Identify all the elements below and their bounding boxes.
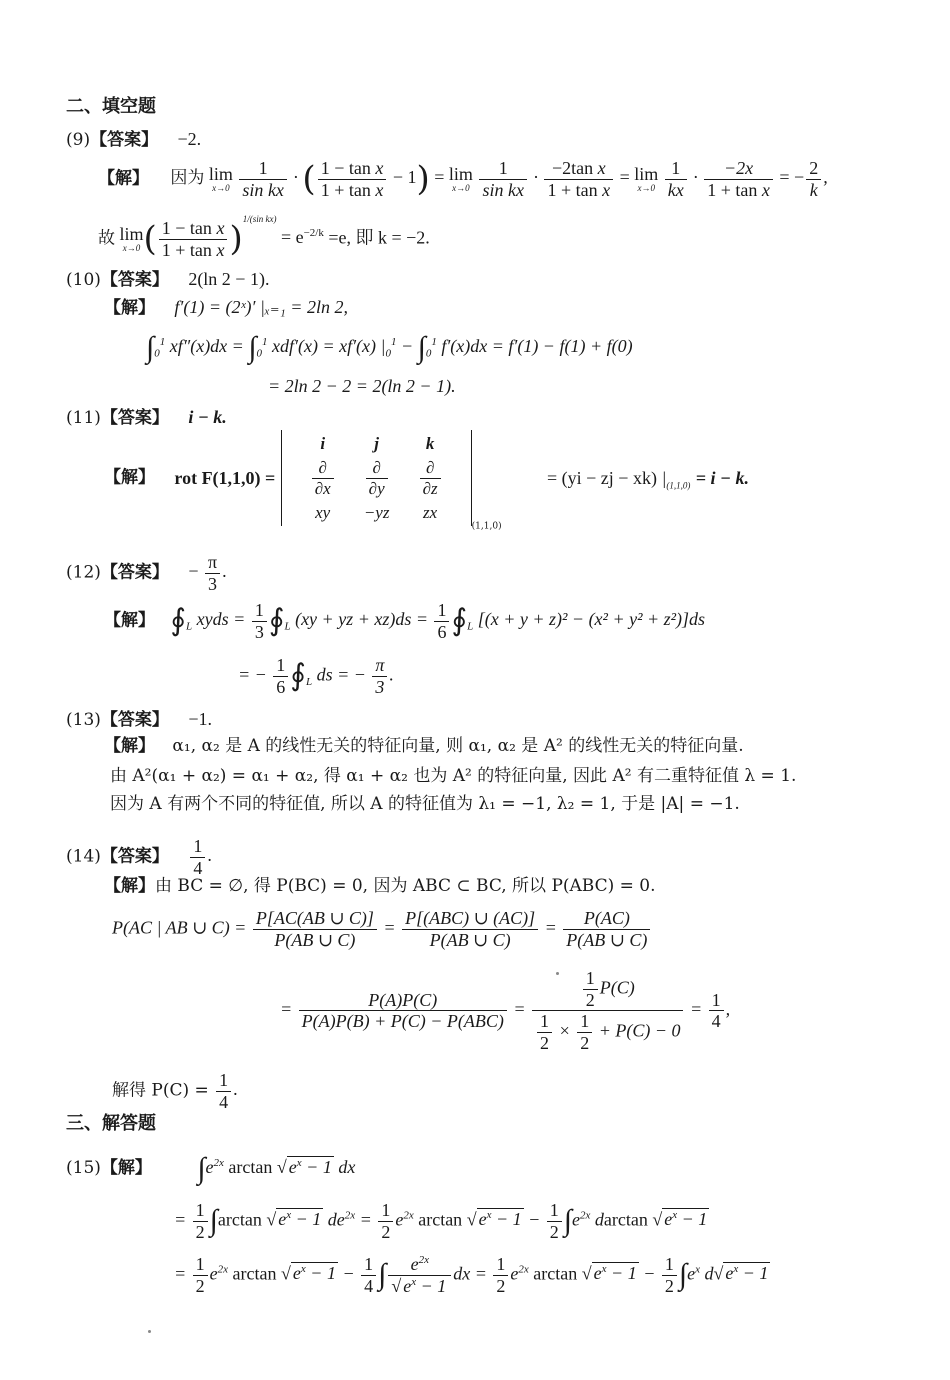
q14-conclusion: 解得 P(C) = <box>112 1080 209 1101</box>
q13-answer-line <box>66 710 212 729</box>
q10-solution-line2: $\int_0^1$ $xf''(x)dx = \int_0^1$ xdf′(x) = xf′(x) $|_0^1 - \int_0^1$ f′(x)dx = f′(1) − f(1) + f(0) <box>146 331 633 364</box>
q13-text1: α₁, α₂ 是 A 的线性无关的特征向量, 则 α₁, α₂ 是 A² 的线性无关的特征向量. <box>172 736 744 756</box>
q14-solution-label: 【解】 <box>104 876 155 896</box>
q14-number: (14) <box>66 846 101 867</box>
q10-number: (10) <box>66 270 101 290</box>
q9-answer-line <box>66 130 201 149</box>
q11-answer-label: 【答案】 <box>100 408 169 428</box>
section-heading-solve: 三、解答题 <box>66 1113 156 1134</box>
q9-therefore: 故 <box>98 228 115 249</box>
q14-answer-line: (14)【答案】 $\frac{1}{4}$ . <box>66 836 212 878</box>
q11-final: = i − k. <box>695 468 749 489</box>
q9-result: =e, 即 k = −2. <box>328 227 430 248</box>
q14-answer-denominator: 4 <box>193 857 203 878</box>
q13-number: (13) <box>66 710 101 730</box>
q14-conclusion-line: 解得 P(C) = $\frac{1}{4}$ . <box>112 1070 238 1112</box>
q10-solution-label: 【解】 <box>104 298 155 318</box>
q15-line1: (15)【解】 $\int e^{2x}$ arctan √ $e^x - 1$ dx <box>66 1152 356 1185</box>
q11-number: (11) <box>66 408 101 428</box>
q12-number: (12) <box>66 562 101 583</box>
section-heading-fill-in: 二、填空题 <box>66 96 156 117</box>
q10-answer-value: 2(ln 2 − 1). <box>188 269 270 289</box>
q15-number: (15) <box>66 1158 101 1179</box>
q13-solution-line2: 由 A²(α₁ + α₂) = α₁ + α₂, 得 α₁ + α₂ 也为 A² 的特征向量, 因此 A² 有二重特征值 λ = 1. <box>110 766 797 786</box>
q9-because: 因为 <box>170 168 205 189</box>
q11-answer-value: i − k. <box>188 407 227 427</box>
q13-answer-value: −1. <box>188 709 212 729</box>
q10-answer-label: 【答案】 <box>100 270 169 290</box>
q14-solution-line1 <box>104 878 656 895</box>
q9-answer-value: −2. <box>177 129 202 149</box>
q12-answer-line: (12)【答案】 − $\frac{\pi}{3}$ . <box>66 552 227 594</box>
q14-answer-label: 【答案】 <box>100 846 169 867</box>
q9-answer-label: 【答案】 <box>90 130 159 150</box>
q14-answer-numerator: 1 <box>190 836 205 858</box>
scan-speck <box>148 1330 151 1333</box>
q12-solution-line1: 【解】 $∮_L$ xyds = $\frac{1}{3}$ $∮_L$ (xy + yz + xz)ds = $\frac{1}{6}$ $∮_L$ [(x + y + z)² − (x² + y² + z²)]ds <box>104 600 706 642</box>
q12-solution-label: 【解】 <box>104 610 155 631</box>
q9-solution-line1: 【解】 因为 lim x→0 $\frac{1}{\text{sin kx}}$ · ( $\frac{\text{1 − tan x}}{\text{1 + tan x}}$ − 1) = lim x→0 $\frac{1}{\text{sin kx}}$ · $\frac{\text{−2tan x}}{\text{1 + tan x}}$ = lim x→0 $\frac{1}{kx}$ · $\frac{-2x}{\text{1 + tan x}}$ = − $\frac{2}{k}$ , <box>98 158 828 200</box>
q15-line2: = $\frac{1}{2}$ ∫arctan √ $e^x - 1$ $de^{2x}$ = $\frac{1}{2}$ $e^{2x}$ arctan √ $e^x - 1$ − $\frac{1}{2}$ $\int e^{2x}$ darctan √ $e^x - 1$ <box>174 1200 708 1242</box>
q13-solution-line1 <box>104 738 744 755</box>
q9-solution-line2: 故 lim x→0 ( $\frac{\text{1 − tan x}}{\text{1 + tan x}}$ )$^{1/(sin kx)} = e^{-2/k} =e$, 即 k = −2. <box>98 214 430 260</box>
q9-solution-label: 【解】 <box>98 168 149 189</box>
scan-speck <box>556 972 559 975</box>
q9-number: (9) <box>66 130 91 150</box>
q10-solution-line1 <box>104 298 348 317</box>
q13-solution-line3: 因为 A 有两个不同的特征值, 所以 A 的特征值为 λ₁ = −1, λ₂ = 1, 于是 |A| = −1. <box>110 794 740 814</box>
q10-derivative: f′(1) = (2ˣ)′ |ₓ₌₁ = 2ln 2, <box>174 297 348 317</box>
q12-answer-label: 【答案】 <box>100 562 169 583</box>
q14-solution-line2: P(AC | AB ∪ C) = $\frac{P[AC(AB \cup C)]}{P(AB \cup C)}$ = $\frac{\text{P[(ABC) ∪ (AC)]}}{P(AB \cup C)}$ = $\frac{P(AC)}{P(AB \cup C)}$ <box>112 908 652 950</box>
q13-solution-label: 【解】 <box>104 736 155 756</box>
q15-solution-label: 【解】 <box>100 1158 152 1179</box>
q14-solution-line3: = $\frac{P(A)P(C)}{\text{P(A)P(B) + P(C) − P(ABC)}}$ = $\frac{1}{2}$ P(C) $\frac{1}{2}$ × $\frac{1}{2}$ + P(C) − 0 = $\frac{1}{4}$ , <box>280 968 731 1054</box>
q11-solution-line: 【解】 rot F(1,1,0) = i j k $\frac{\partial}{\partial x}$ $\frac{\partial}{\partial y}$ $\frac{\partial}{\partial z}$ xy −yz zx $_{(1,1,0)}$ = (yi − zj − xk) $|_{(1,1,0)} = i - k$. <box>104 430 749 527</box>
q10-solution-line3: = 2ln 2 − 2 = 2(ln 2 − 1). <box>268 376 456 396</box>
q12-solution-line2: = − $\frac{1}{6}$ $∮_L$ ds = − $\frac{\pi}{3}$ . <box>238 655 394 697</box>
q11-result: = (yi − zj − xk) <box>547 468 657 489</box>
q11-rot: rot F(1,1,0) = <box>174 468 276 489</box>
q14-text1: 由 BC = ∅, 得 P(BC) = 0, 因为 ABC ⊂ BC, 所以 P(ABC) = 0. <box>155 876 656 896</box>
q15-line3: = $\frac{1}{2}$ $e^{2x}$ arctan √ $e^x - 1$ − $\frac{1}{4}$ ∫ $\frac{e^{2x}}{√ e^x - 1}$ dx = $\frac{1}{2}$ $e^{2x}$ arctan √ $e^x - 1$ − $\frac{1}{2}$ $\int e^x$ d√ $e^x - 1$ <box>174 1254 769 1296</box>
q11-solution-label: 【解】 <box>104 467 155 488</box>
q11-determinant: i j k $\frac{\partial}{\partial x}$ $\frac{\partial}{\partial y}$ $\frac{\partial}{\partial z}$ xy −yz zx <box>281 430 472 526</box>
q10-answer-line <box>66 270 269 289</box>
q13-answer-label: 【答案】 <box>100 710 169 730</box>
q11-answer-line <box>66 408 227 427</box>
